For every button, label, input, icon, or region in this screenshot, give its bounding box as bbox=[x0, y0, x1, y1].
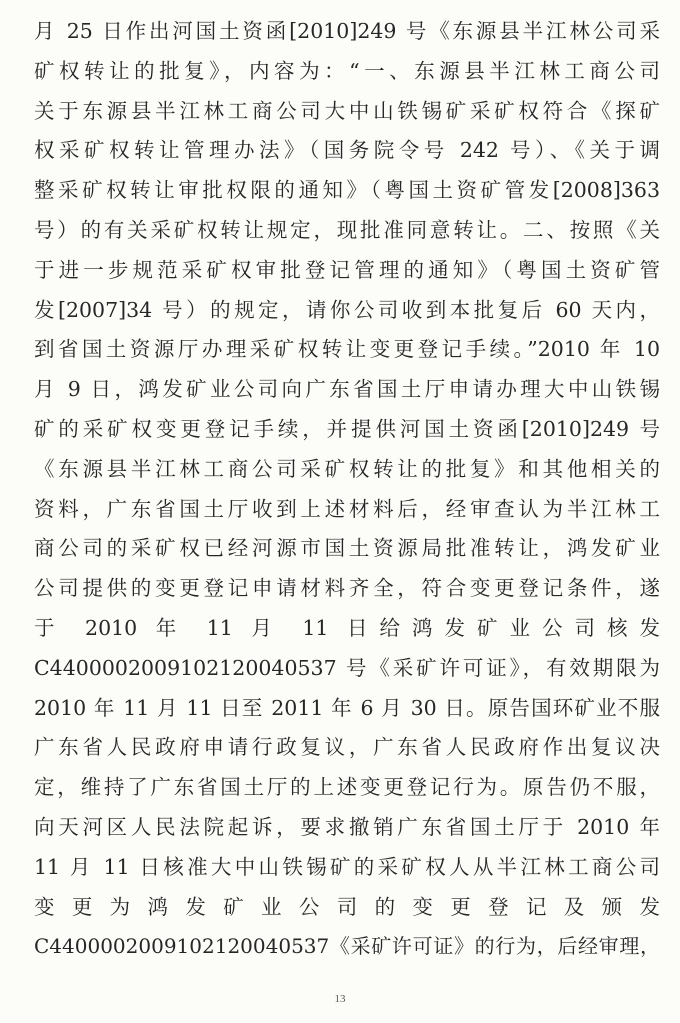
text-line: 商公司的采矿权已经河源市国土资源局批准转让，鸿发矿业 bbox=[34, 536, 660, 561]
text-line: 2010 年 11 月 11 日至 2011 年 6 月 30 日。原告国环矿业不服 bbox=[34, 695, 660, 720]
text-line: 定，维持了广东省国土厅的上述变更登记行为。原告仍不服， bbox=[34, 775, 660, 800]
text-line: 关于东源县半江林工商公司大中山铁锡矿采矿权符合《探矿 bbox=[34, 98, 660, 123]
text-line: 于进一步规范采矿权审批登记管理的通知》（粤国土资矿管 bbox=[34, 257, 660, 282]
text-line: C4400002009102120040537 号《采矿许可证》，有效期限为 bbox=[34, 655, 660, 680]
text-line: 《东源县半江林工商公司采矿权转让的批复》和其他相关的 bbox=[34, 456, 660, 481]
text-line: C4400002009102120040537《采矿许可证》的行为，后经审理， bbox=[34, 934, 660, 959]
text-line: 月 9 日，鸿发矿业公司向广东省国土厅申请办理大中山铁锡 bbox=[34, 377, 660, 402]
text-line: 广东省人民政府申请行政复议，广东省人民政府作出复议决 bbox=[34, 735, 660, 760]
text-line: 发[2007]34 号）的规定，请你公司收到本批复后 60 天内， bbox=[34, 297, 660, 322]
text-line: 11 月 11 日核准大中山铁锡矿的采矿权人从半江林工商公司 bbox=[34, 854, 660, 879]
text-line: 变更为鸿发矿业公司的变更登记及颁发 bbox=[34, 894, 660, 919]
text-line: 向天河区人民法院起诉，要求撤销广东省国土厅于 2010 年 bbox=[34, 814, 660, 839]
text-line: 资料，广东省国土厅收到上述材料后，经审查认为半江林工 bbox=[34, 496, 660, 521]
text-line: 整采矿权转让审批权限的通知》（粤国土资矿管发[2008]363 bbox=[34, 178, 660, 203]
text-line: 公司提供的变更登记申请材料齐全，符合变更登记条件，遂 bbox=[34, 576, 660, 601]
body-text bbox=[34, 12, 660, 967]
text-line: 到省国土资源厅办理采矿权转让变更登记手续。”2010 年 10 bbox=[34, 337, 660, 362]
text-line: 矿权转让的批复》，内容为：“一、东源县半江林工商公司 bbox=[34, 58, 660, 83]
text-line: 矿的采矿权变更登记手续，并提供河国土资函[2010]249 号 bbox=[34, 416, 660, 441]
text-line: 号）的有关采矿权转让规定，现批准同意转让。二、按照《关 bbox=[34, 217, 660, 242]
text-line: 于 2010 年 11 月 11 日给鸿发矿业公司核发 bbox=[34, 615, 660, 640]
page-number: 13 bbox=[334, 993, 346, 1005]
text-line: 月 25 日作出河国土资函[2010]249 号《东源县半江林公司采 bbox=[34, 19, 660, 43]
text-line: 权采矿权转让管理办法》（国务院令号 242 号）、《关于调 bbox=[34, 138, 660, 163]
